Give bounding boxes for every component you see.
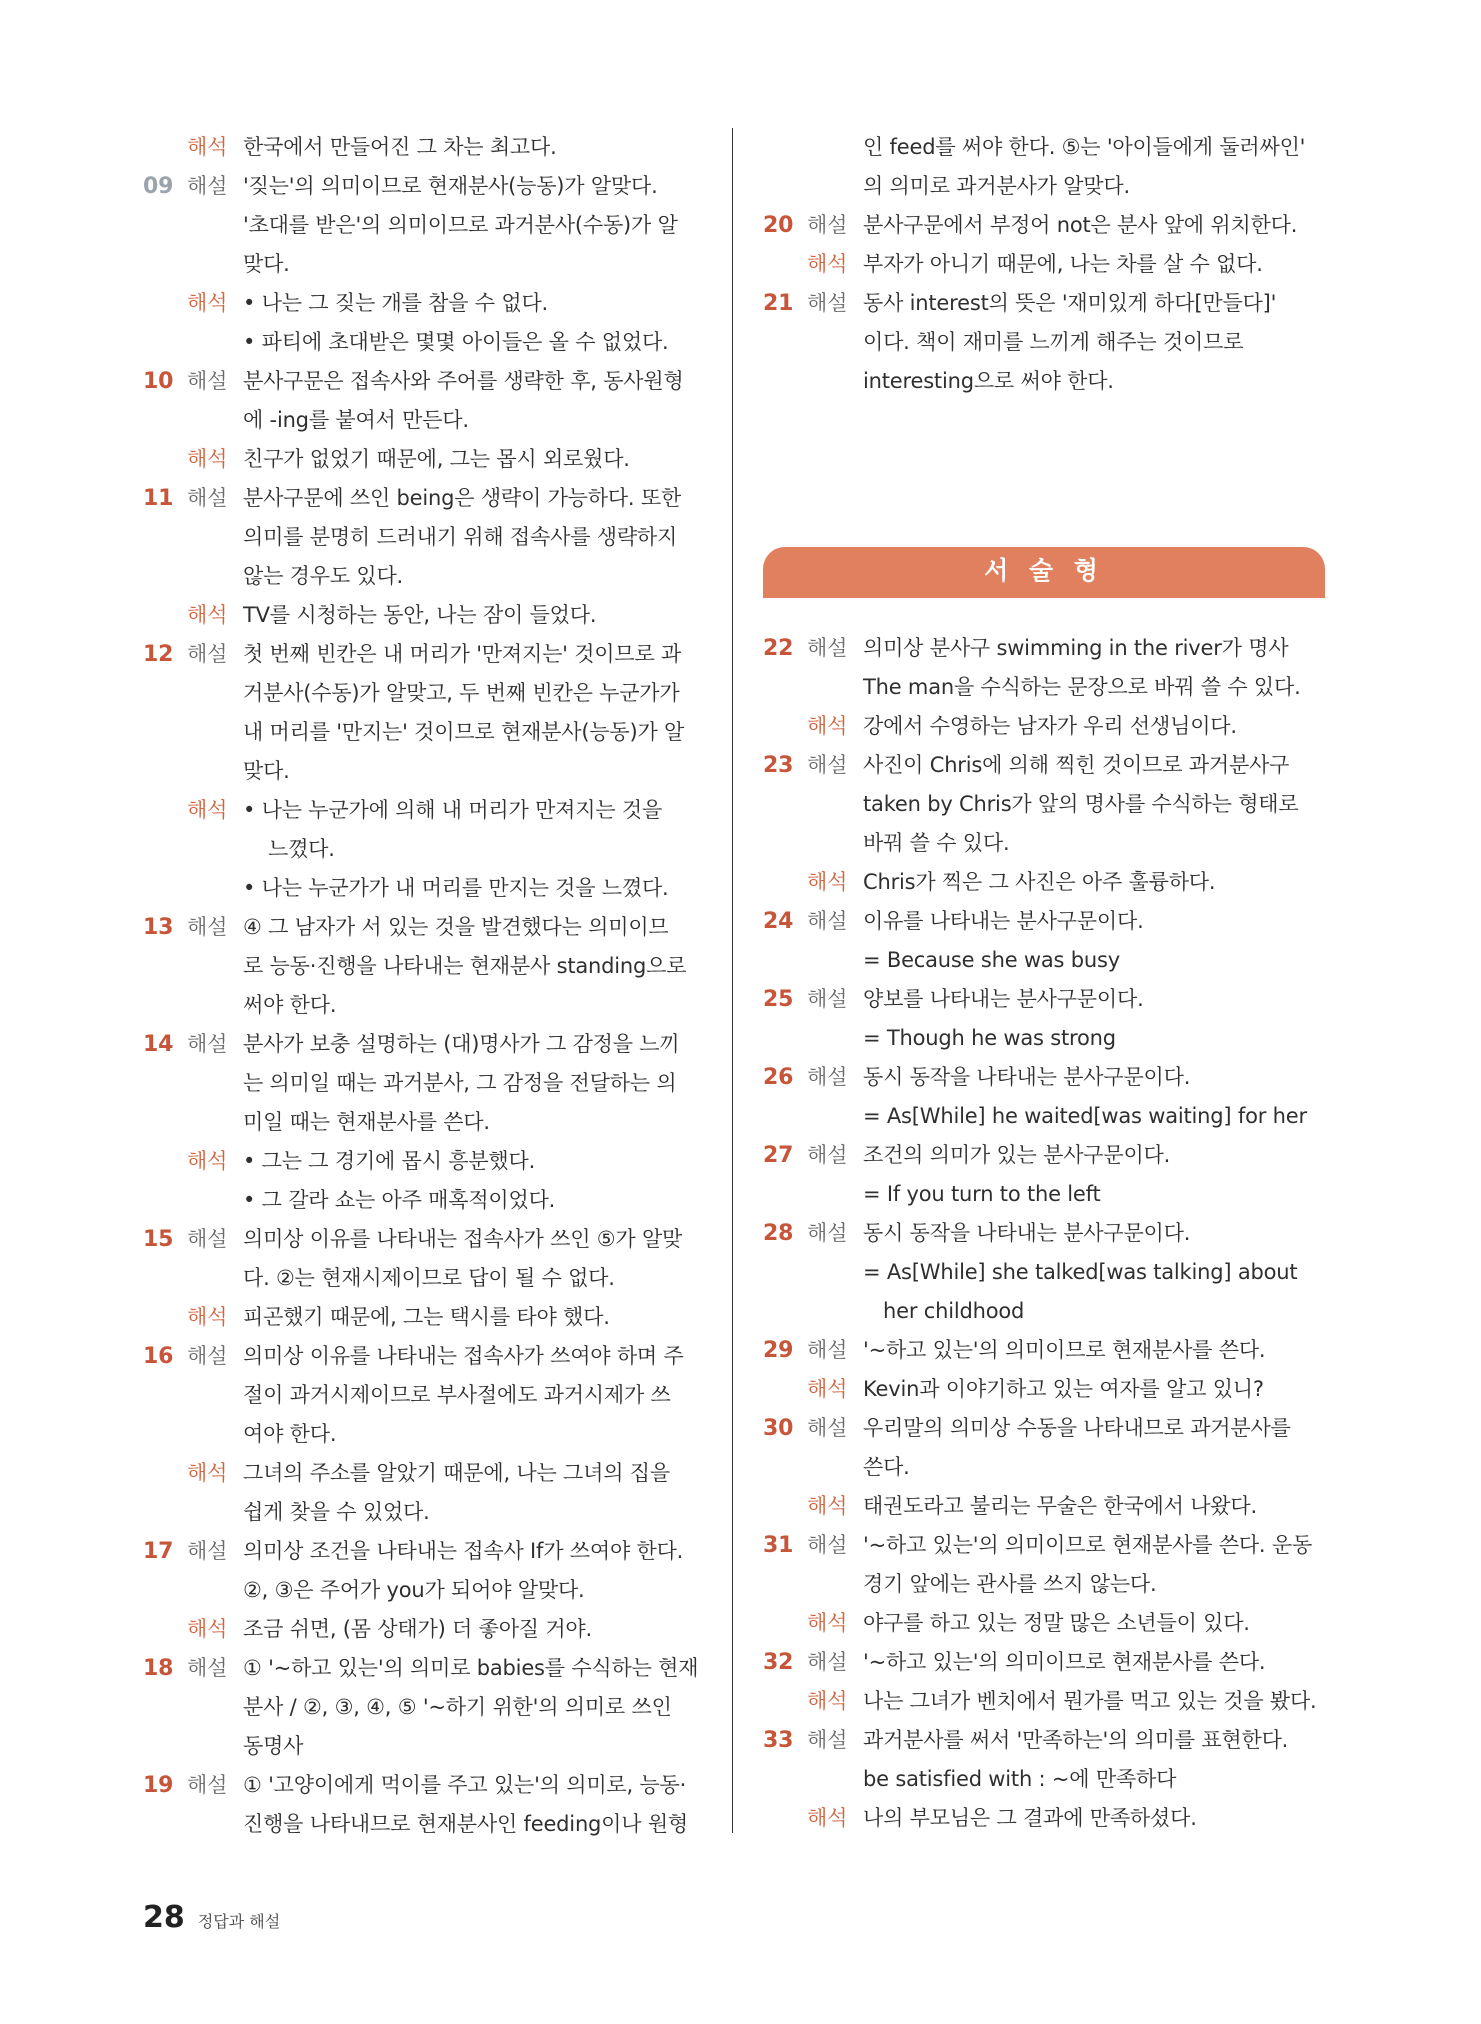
answer-line (763, 980, 1325, 1019)
answer-line (763, 1682, 1325, 1721)
line-text: • 나는 누군가가 내 머리를 만지는 것을 느꼈다. (243, 876, 669, 900)
answer-line (763, 1448, 1325, 1487)
answer-line (143, 128, 705, 167)
line-text: = If you turn to the left (863, 1182, 1101, 1206)
question-number: 32 (763, 1650, 794, 1675)
translation-label: 해석 (187, 603, 228, 627)
answer-line (763, 323, 1325, 362)
answer-line (763, 167, 1325, 206)
explanation-label: 해설 (807, 1650, 848, 1674)
answer-line (143, 635, 705, 674)
question-number: 30 (763, 1416, 794, 1441)
line-text: 쓴다. (863, 1455, 910, 1479)
translation-label: 해석 (187, 291, 228, 315)
answer-line (763, 1175, 1325, 1214)
explanation-label: 해설 (187, 1344, 228, 1368)
answer-line (143, 1454, 705, 1493)
question-number: 31 (763, 1533, 794, 1558)
line-text: 분사구문에 쓰인 being은 생략이 가능하다. 또한 (243, 486, 682, 510)
answer-line (763, 1643, 1325, 1682)
line-text: 동시 동작을 나타내는 분사구문이다. (863, 1221, 1191, 1245)
explanation-label: 해설 (807, 1416, 848, 1440)
answer-line (143, 1142, 705, 1181)
line-text: 분사 / ②, ③, ④, ⑤ '~하기 위한'의 의미로 쓰인 (243, 1695, 672, 1719)
answer-line (143, 1649, 705, 1688)
explanation-label: 해설 (187, 1227, 228, 1251)
line-text: 조금 쉬면, (몸 상태가) 더 좋아질 거야. (243, 1617, 592, 1641)
line-text: '~하고 있는'의 의미이므로 현재분사를 쓴다. 운동 (863, 1533, 1313, 1557)
explanation-label: 해설 (187, 1539, 228, 1563)
line-text: 의미를 분명히 드러내기 위해 접속사를 생략하지 (243, 525, 678, 549)
question-number: 18 (143, 1656, 174, 1681)
line-text: 경기 앞에는 관사를 쓰지 않는다. (863, 1572, 1157, 1596)
answer-line (143, 713, 705, 752)
explanation-label: 해설 (807, 1143, 848, 1167)
explanation-label: 해설 (807, 636, 848, 660)
line-text: 이유를 나타내는 분사구문이다. (863, 909, 1144, 933)
line-text: • 파티에 초대받은 몇몇 아이들은 올 수 없었다. (243, 330, 669, 354)
answer-line (763, 1058, 1325, 1097)
line-text: taken by Chris가 앞의 명사를 수식하는 형태로 (863, 792, 1299, 816)
answer-line (763, 1292, 1325, 1331)
page-number: 28 (143, 1900, 185, 1935)
answer-line (763, 902, 1325, 941)
question-number: 17 (143, 1539, 174, 1564)
question-number: 25 (763, 987, 794, 1012)
page-footer (143, 1900, 280, 1940)
answer-line (763, 1487, 1325, 1526)
answer-line (143, 908, 705, 947)
explanation-label: 해설 (807, 1728, 848, 1752)
line-text: 로 능동·진행을 나타내는 현재분사 standing으로 (243, 954, 687, 978)
translation-label: 해석 (807, 1806, 848, 1830)
line-text: 쉽게 찾을 수 있었다. (243, 1500, 430, 1524)
explanation-label: 해설 (807, 213, 848, 237)
line-text: • 나는 그 짖는 개를 참을 수 없다. (243, 291, 549, 315)
answer-line (763, 746, 1325, 785)
question-number: 14 (143, 1032, 174, 1057)
line-text: 인 feed를 써야 한다. ⑤는 '아이들에게 둘러싸인' (863, 135, 1306, 159)
answer-line (143, 1181, 705, 1220)
question-number: 16 (143, 1344, 174, 1369)
line-text: 그녀의 주소를 알았기 때문에, 나는 그녀의 집을 (243, 1461, 670, 1485)
answer-line (143, 1259, 705, 1298)
answer-line (143, 362, 705, 401)
explanation-label: 해설 (187, 1773, 228, 1797)
line-text: 다. ②는 현재시제이므로 답이 될 수 없다. (243, 1266, 615, 1290)
question-number: 10 (143, 369, 174, 394)
line-text: 부자가 아니기 때문에, 나는 차를 살 수 없다. (863, 252, 1263, 276)
question-number: 09 (143, 174, 174, 199)
answer-line (763, 1136, 1325, 1175)
question-number: 24 (763, 909, 794, 934)
explanation-label: 해설 (187, 915, 228, 939)
answer-line (763, 629, 1325, 668)
translation-label: 해석 (187, 135, 228, 159)
question-number: 23 (763, 753, 794, 778)
line-text: ① '~하고 있는'의 의미로 babies를 수식하는 현재 (243, 1656, 699, 1680)
line-text: 써야 한다. (243, 993, 337, 1017)
answer-line (763, 1409, 1325, 1448)
line-text: 우리말의 의미상 수동을 나타내므로 과거분사를 (863, 1416, 1291, 1440)
line-text: Kevin과 이야기하고 있는 여자를 알고 있니? (863, 1377, 1264, 1401)
answer-line (143, 1376, 705, 1415)
answer-line (763, 668, 1325, 707)
line-text: • 그는 그 경기에 몹시 흥분했다. (243, 1149, 536, 1173)
explanation-label: 해설 (807, 291, 848, 315)
answer-line (763, 1526, 1325, 1565)
line-text: 않는 경우도 있다. (243, 564, 404, 588)
translation-label: 해석 (187, 1461, 228, 1485)
line-text: = Though he was strong (863, 1026, 1116, 1050)
line-text: interesting으로 써야 한다. (863, 369, 1114, 393)
line-text: 의 의미로 과거분사가 알맞다. (863, 174, 1130, 198)
line-text: 맞다. (243, 759, 290, 783)
line-text: 양보를 나타내는 분사구문이다. (863, 987, 1144, 1011)
answer-line (143, 518, 705, 557)
line-text: 이다. 책이 재미를 느끼게 해주는 것이므로 (863, 330, 1244, 354)
line-text: 진행을 나타내므로 현재분사인 feeding이나 원형 (243, 1812, 688, 1836)
line-text: '~하고 있는'의 의미이므로 현재분사를 쓴다. (863, 1650, 1266, 1674)
line-text: 느꼈다. (268, 837, 335, 861)
line-text: '짖는'의 의미이므로 현재분사(능동)가 알맞다. (243, 174, 658, 198)
question-number: 13 (143, 915, 174, 940)
question-number: 19 (143, 1773, 174, 1798)
answer-line (143, 1415, 705, 1454)
question-number: 11 (143, 486, 174, 511)
line-text: 분사구문에서 부정어 not은 분사 앞에 위치한다. (863, 213, 1298, 237)
line-text: ① '고양이에게 먹이를 주고 있는'의 의미로, 능동· (243, 1773, 687, 1797)
line-text: 거분사(수동)가 알맞고, 두 번째 빈칸은 누군가가 (243, 681, 680, 705)
answer-line (143, 323, 705, 362)
line-text: = Because she was busy (863, 948, 1120, 972)
line-text: 피곤했기 때문에, 그는 택시를 타야 했다. (243, 1305, 610, 1329)
line-text: 나의 부모님은 그 결과에 만족하셨다. (863, 1806, 1197, 1830)
line-text: 태권도라고 불리는 무술은 한국에서 나왔다. (863, 1494, 1257, 1518)
answer-line (143, 1688, 705, 1727)
column-divider (732, 128, 733, 1833)
explanation-label: 해설 (807, 987, 848, 1011)
line-text: Chris가 찍은 그 사진은 아주 훌륭하다. (863, 870, 1216, 894)
answer-line (763, 206, 1325, 245)
line-text: 절이 과거시제이므로 부사절에도 과거시제가 쓰 (243, 1383, 671, 1407)
explanation-label: 해설 (807, 1338, 848, 1362)
answer-line (143, 986, 705, 1025)
answer-line (143, 1610, 705, 1649)
line-text: be satisfied with : ~에 만족하다 (863, 1767, 1177, 1791)
line-text: 에 -ing를 붙여서 만든다. (243, 408, 469, 432)
left-column (143, 128, 705, 1844)
explanation-label: 해설 (187, 1656, 228, 1680)
explanation-label: 해설 (187, 369, 228, 393)
translation-label: 해석 (807, 1377, 848, 1401)
line-text: 바꿔 쓸 수 있다. (863, 831, 1010, 855)
answer-line (763, 863, 1325, 902)
line-text: 과거분사를 써서 '만족하는'의 의미를 표현한다. (863, 1728, 1289, 1752)
section-header-underline (763, 595, 1325, 598)
answer-line (143, 1727, 705, 1766)
line-text: 동사 interest의 뜻은 '재미있게 하다[만들다]' (863, 291, 1277, 315)
answer-line (763, 785, 1325, 824)
section-header-bar (763, 547, 1325, 595)
section-title: 서 술 형 (984, 556, 1104, 585)
line-text: '초대를 받은'의 의미이므로 과거분사(수동)가 알 (243, 213, 678, 237)
answer-line (143, 167, 705, 206)
line-text: 는 의미일 때는 과거분사, 그 감정을 전달하는 의 (243, 1071, 677, 1095)
line-text: 여야 한다. (243, 1422, 337, 1446)
answer-line (143, 752, 705, 791)
answer-line (143, 1532, 705, 1571)
line-text: 사진이 Chris에 의해 찍힌 것이므로 과거분사구 (863, 753, 1290, 777)
translation-label: 해석 (807, 1611, 848, 1635)
line-text: 의미상 조건을 나타내는 접속사 If가 쓰여야 한다. (243, 1539, 684, 1563)
translation-label: 해석 (187, 447, 228, 471)
question-number: 12 (143, 642, 174, 667)
explanation-label: 해설 (807, 1221, 848, 1245)
answer-line (763, 1097, 1325, 1136)
footer-label: 정답과 해설 (197, 1912, 281, 1931)
translation-label: 해석 (807, 1689, 848, 1713)
answer-line (143, 1493, 705, 1532)
answer-line (763, 1799, 1325, 1838)
answer-line (143, 206, 705, 245)
question-number: 27 (763, 1143, 794, 1168)
line-text: = As[While] he waited[was waiting] for her (863, 1104, 1307, 1128)
explanation-label: 해설 (187, 486, 228, 510)
question-number: 26 (763, 1065, 794, 1090)
answer-line (143, 947, 705, 986)
answer-line (763, 1331, 1325, 1370)
translation-label: 해석 (807, 1494, 848, 1518)
line-text: ②, ③은 주어가 you가 되어야 알맞다. (243, 1578, 585, 1602)
question-number: 29 (763, 1338, 794, 1363)
line-text: 동시 동작을 나타내는 분사구문이다. (863, 1065, 1191, 1089)
answer-line (143, 284, 705, 323)
answer-line (143, 869, 705, 908)
answer-line (143, 1805, 705, 1844)
answer-line (143, 1298, 705, 1337)
question-number: 22 (763, 636, 794, 661)
line-text: 나는 그녀가 벤치에서 뭔가를 먹고 있는 것을 봤다. (863, 1689, 1317, 1713)
question-number: 15 (143, 1227, 174, 1252)
line-text: 강에서 수영하는 남자가 우리 선생님이다. (863, 714, 1237, 738)
translation-label: 해석 (807, 870, 848, 894)
answer-line (763, 1565, 1325, 1604)
line-text: 친구가 없었기 때문에, 그는 몹시 외로웠다. (243, 447, 630, 471)
right-column-descriptive (763, 629, 1325, 1838)
answer-line (763, 1214, 1325, 1253)
answer-line (143, 830, 705, 869)
answer-line (143, 1766, 705, 1805)
answer-line (143, 245, 705, 284)
answer-line (143, 1571, 705, 1610)
answer-line (763, 284, 1325, 323)
answer-line (143, 440, 705, 479)
line-text: 한국에서 만들어진 그 차는 최고다. (243, 135, 557, 159)
translation-label: 해석 (807, 714, 848, 738)
answer-line (763, 824, 1325, 863)
answer-line (143, 1337, 705, 1376)
line-text: 야구를 하고 있는 정말 많은 소년들이 있다. (863, 1611, 1250, 1635)
answer-line (763, 1019, 1325, 1058)
question-number: 28 (763, 1221, 794, 1246)
explanation-label: 해설 (807, 753, 848, 777)
translation-label: 해석 (187, 1305, 228, 1329)
answer-line (143, 1220, 705, 1259)
explanation-label: 해설 (187, 642, 228, 666)
line-text: 미일 때는 현재분사를 쓴다. (243, 1110, 490, 1134)
line-text: 의미상 이유를 나타내는 접속사가 쓰여야 하며 주 (243, 1344, 684, 1368)
line-text: • 나는 누군가에 의해 내 머리가 만져지는 것을 (243, 798, 663, 822)
answer-line (763, 1721, 1325, 1760)
line-text: 맞다. (243, 252, 290, 276)
answer-line (143, 557, 705, 596)
line-text: 의미상 이유를 나타내는 접속사가 쓰인 ⑤가 알맞 (243, 1227, 683, 1251)
line-text: '~하고 있는'의 의미이므로 현재분사를 쓴다. (863, 1338, 1266, 1362)
explanation-label: 해설 (807, 1065, 848, 1089)
explanation-label: 해설 (807, 909, 848, 933)
line-text: 의미상 분사구 swimming in the river가 명사 (863, 636, 1289, 660)
line-text: • 그 갈라 쇼는 아주 매혹적이었다. (243, 1188, 556, 1212)
answer-line (143, 479, 705, 518)
line-text: ④ 그 남자가 서 있는 것을 발견했다는 의미이므 (243, 915, 669, 939)
answer-line (763, 707, 1325, 746)
answer-line (763, 362, 1325, 401)
translation-label: 해석 (187, 1149, 228, 1173)
answer-line (763, 941, 1325, 980)
explanation-label: 해설 (807, 1533, 848, 1557)
line-text: 분사구문은 접속사와 주어를 생략한 후, 동사원형 (243, 369, 684, 393)
answer-line (143, 791, 705, 830)
question-number: 21 (763, 291, 794, 316)
answer-line (763, 1370, 1325, 1409)
answer-line (763, 1760, 1325, 1799)
answer-line (763, 245, 1325, 284)
line-text: = As[While] she talked[was talking] about (863, 1260, 1298, 1284)
answer-line (143, 1025, 705, 1064)
line-text: 내 머리를 '만지는' 것이므로 현재분사(능동)가 알 (243, 720, 685, 744)
question-number: 20 (763, 213, 794, 238)
line-text: 동명사 (243, 1734, 304, 1758)
translation-label: 해석 (187, 798, 228, 822)
explanation-label: 해설 (187, 1032, 228, 1056)
answer-line (143, 401, 705, 440)
line-text: TV를 시청하는 동안, 나는 잠이 들었다. (243, 603, 597, 627)
answer-line (763, 1604, 1325, 1643)
right-column (763, 128, 1325, 401)
line-text: The man을 수식하는 문장으로 바꿔 쓸 수 있다. (863, 675, 1301, 699)
line-text: 분사가 보충 설명하는 (대)명사가 그 감정을 느끼 (243, 1032, 680, 1056)
answer-line (143, 674, 705, 713)
answer-line (763, 128, 1325, 167)
answer-line (143, 1064, 705, 1103)
line-text: 조건의 의미가 있는 분사구문이다. (863, 1143, 1171, 1167)
question-number: 33 (763, 1728, 794, 1753)
answer-line (143, 1103, 705, 1142)
explanation-label: 해설 (187, 174, 228, 198)
translation-label: 해석 (187, 1617, 228, 1641)
line-text: 첫 번째 빈칸은 내 머리가 '만져지는' 것이므로 과 (243, 642, 682, 666)
answer-line (763, 1253, 1325, 1292)
line-text: her childhood (883, 1299, 1025, 1323)
answer-line (143, 596, 705, 635)
translation-label: 해석 (807, 252, 848, 276)
